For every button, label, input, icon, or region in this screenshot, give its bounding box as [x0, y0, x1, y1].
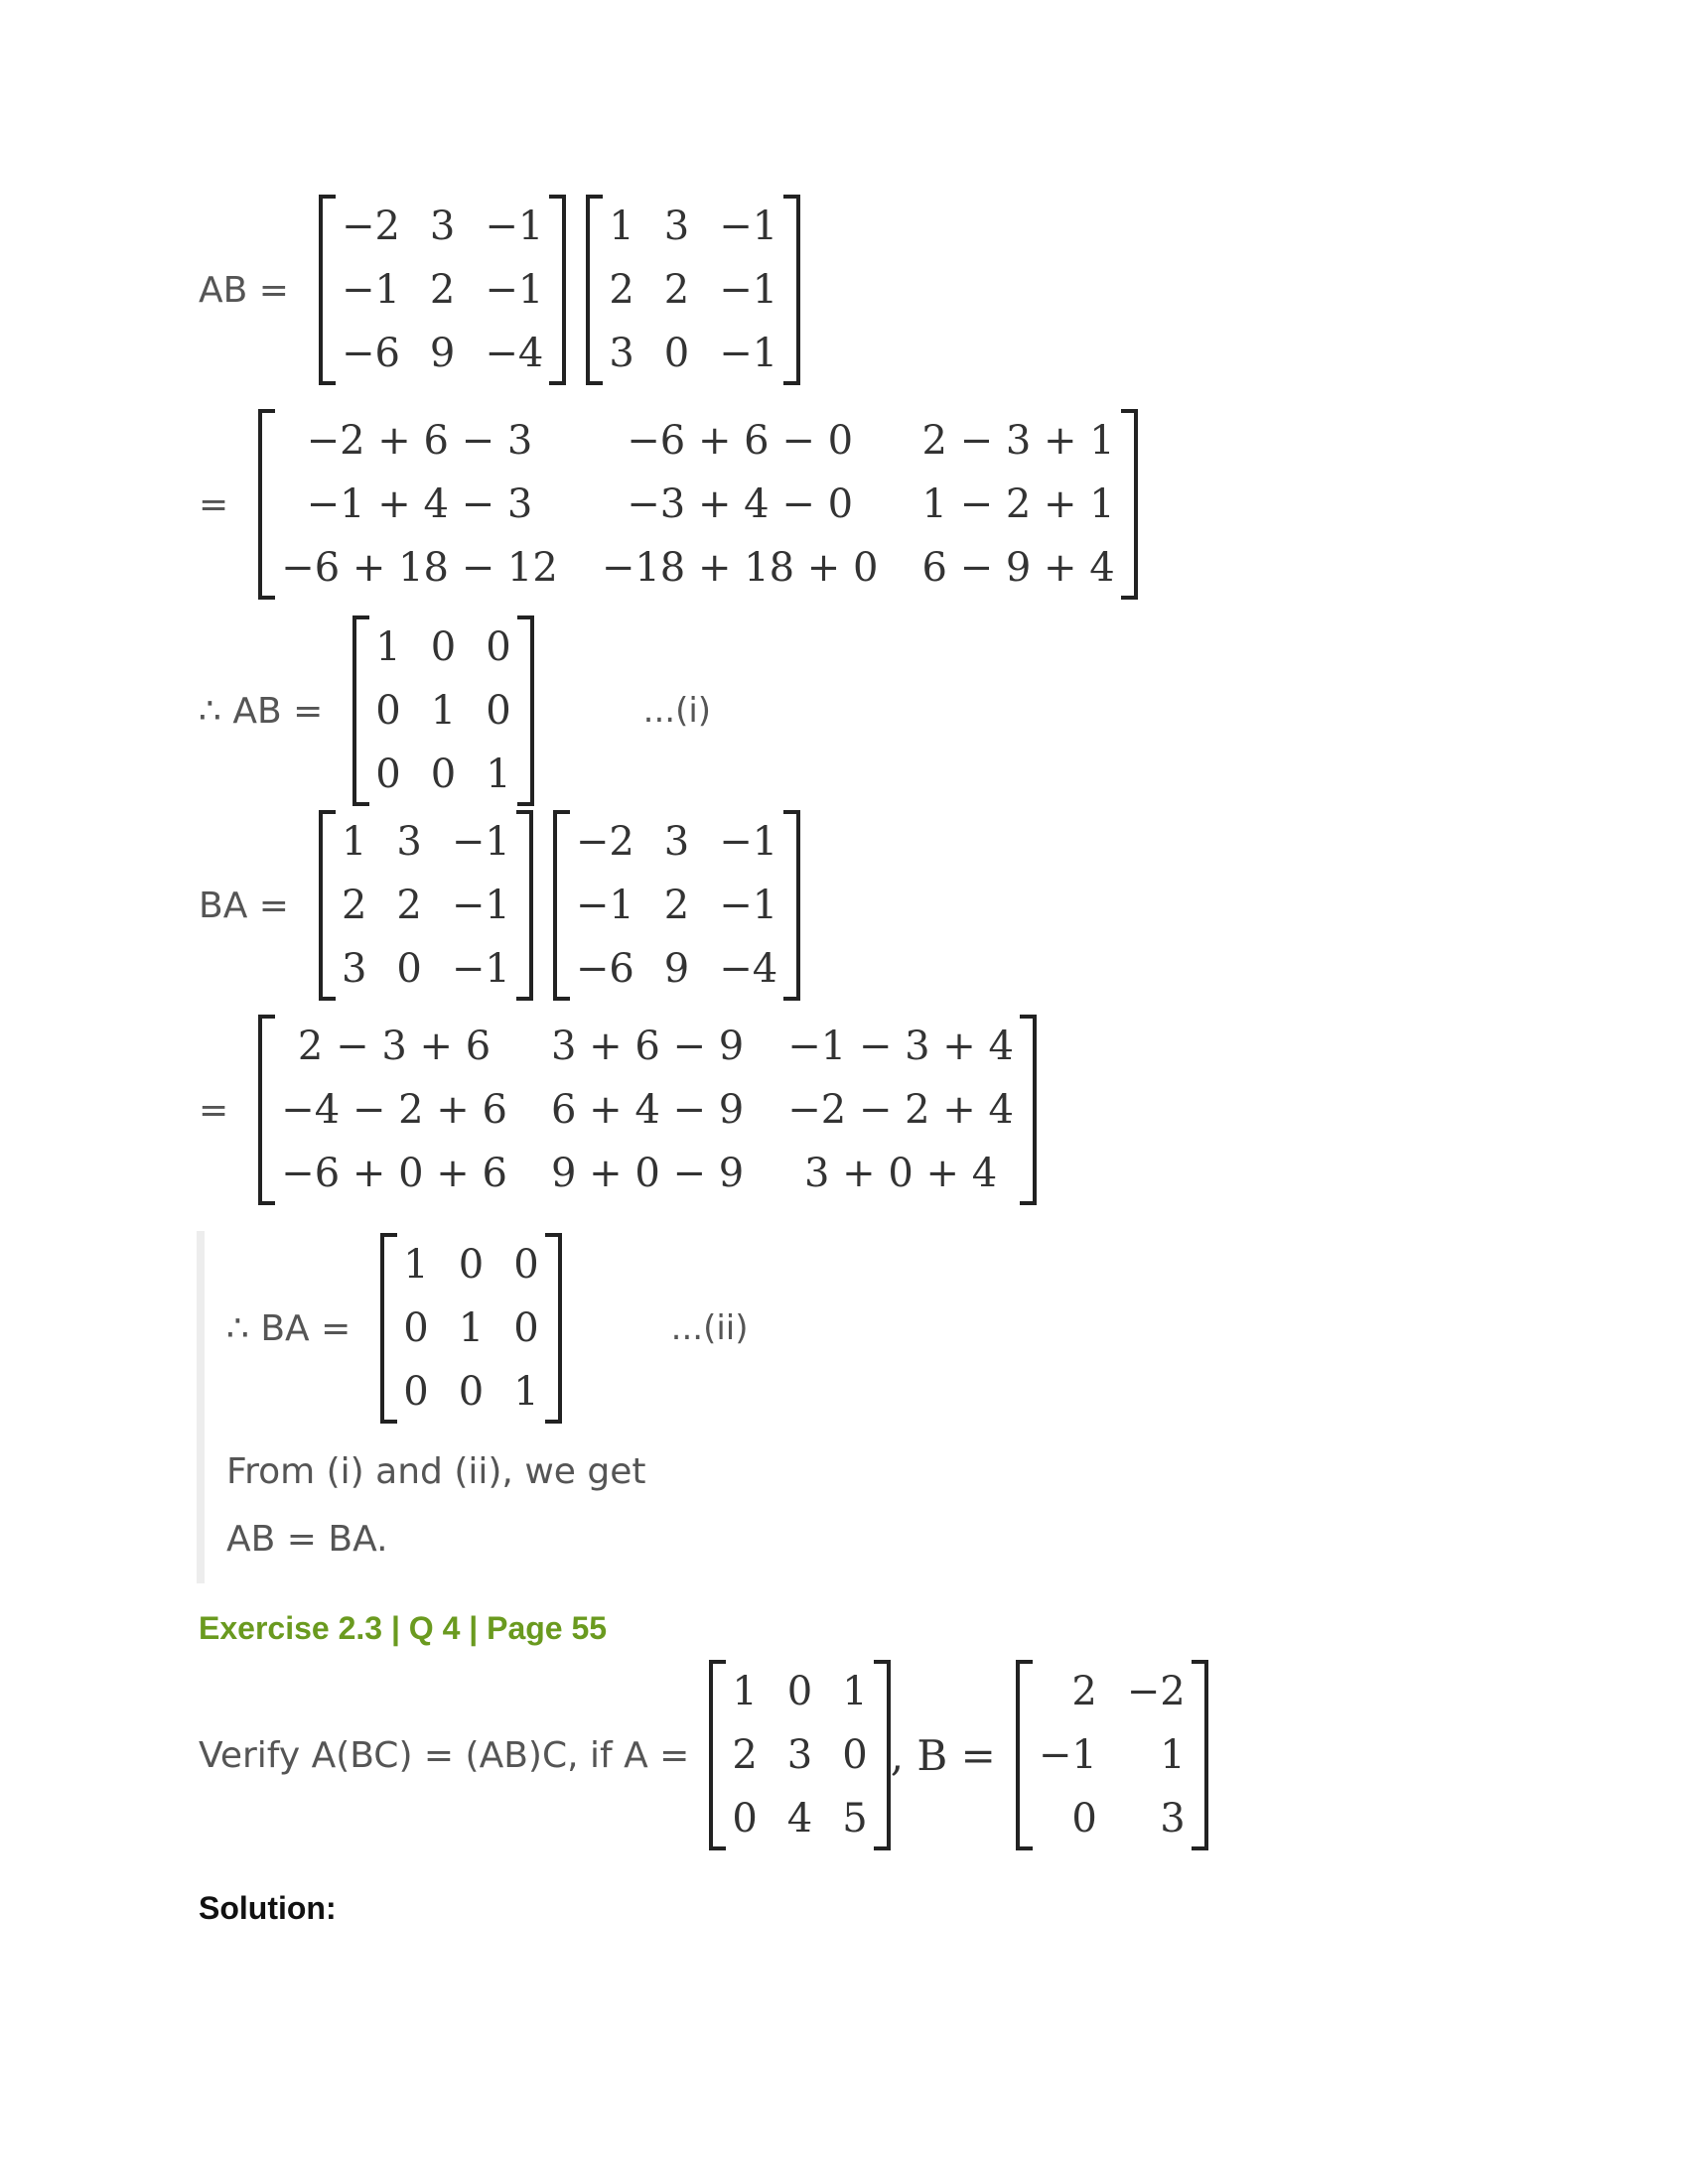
matrix-cell: 1 − 2 + 1 [921, 481, 1115, 527]
matrix-cell: −2 [1126, 1669, 1186, 1714]
matrix-left-bracket [380, 1233, 397, 1424]
matrix-cell: 1 [375, 624, 401, 670]
matrix-left-bracket [553, 810, 570, 1001]
matrix-cell: 3 [609, 331, 634, 376]
matrix-cell: 9 [429, 331, 456, 376]
matrix-cell: 0 [458, 1242, 485, 1288]
matrix-cell: 0 [375, 688, 401, 734]
matrix-left-bracket [319, 810, 336, 1001]
matrix-cell: 2 [609, 267, 634, 313]
matrix-left-bracket [709, 1660, 726, 1850]
matrix [380, 1233, 561, 1424]
matrix-cell: 1 [732, 1669, 758, 1714]
matrix-cell: 1 [1160, 1732, 1186, 1778]
matrix-cell: 0 [513, 1305, 539, 1351]
matrix-cell: 0 [396, 946, 422, 992]
matrix-cell: −1 [485, 267, 544, 313]
matrix-cell: 0 [786, 1669, 813, 1714]
matrix-right-bracket [874, 1660, 891, 1850]
matrix-cell: −1 [719, 883, 778, 928]
question-prefix: Verify A(BC) = (AB)C, if A = [199, 1734, 690, 1776]
matrix-cell: 4 [786, 1796, 813, 1842]
question-row [199, 1660, 1208, 1850]
matrix-cell: −1 [451, 946, 510, 992]
matrix-cell: 0 [842, 1732, 868, 1778]
matrix-cell: −1 [341, 267, 400, 313]
matrix-right-bracket [1020, 1015, 1037, 1205]
matrix-cell: −1 − 3 + 4 [787, 1024, 1014, 1069]
matrix-cell: 6 + 4 − 9 [550, 1087, 745, 1133]
matrix-cell: 2 [663, 883, 690, 928]
quote-bar [197, 1231, 205, 1583]
b-equals-label: , B = [890, 1730, 996, 1780]
matrix-cell: 1 [341, 819, 367, 865]
matrix-cell: 0 [458, 1369, 485, 1415]
matrix-cell: −4 [719, 946, 778, 992]
matrix-cell: 0 [486, 624, 511, 670]
matrix-cell: 0 [375, 751, 401, 797]
matrix-cell: 3 [396, 819, 422, 865]
matrix [319, 195, 566, 385]
conclusion-line-2: AB = BA. [226, 1519, 388, 1560]
matrix-cell: −6 + 18 − 12 [281, 545, 558, 591]
matrix-right-bracket [1192, 1660, 1208, 1850]
matrix-left-bracket [1016, 1660, 1033, 1850]
matrix-cell: 1 [486, 751, 511, 797]
matrix-cell: −4 − 2 + 6 [281, 1087, 507, 1133]
matrix [258, 409, 1138, 600]
matrix-cell: 1 [430, 688, 457, 734]
matrix-left-bracket [586, 195, 603, 385]
matrix-cell: 6 − 9 + 4 [921, 545, 1115, 591]
exercise-heading: Exercise 2.3 | Q 4 | Page 55 [199, 1610, 608, 1646]
matrix [1016, 1660, 1208, 1850]
matrix-cell: 3 [429, 204, 456, 249]
matrix-cell: 0 [513, 1242, 539, 1288]
matrix-cell: −1 [485, 204, 544, 249]
matrix-cell: −1 [451, 819, 510, 865]
ab-label: AB = [199, 269, 289, 311]
therefore-ab-label: ∴ AB = [199, 690, 324, 732]
matrix-cell: 0 [403, 1369, 429, 1415]
matrix-cell: −1 [451, 883, 510, 928]
matrix-left-bracket [352, 615, 369, 806]
matrix-cell: 9 [663, 946, 690, 992]
matrix-cell: −6 + 6 − 0 [627, 418, 854, 464]
conclusion-line-1: From (i) and (ii), we get [226, 1451, 646, 1492]
matrix-right-bracket [783, 195, 800, 385]
equals-label: = [199, 1089, 229, 1131]
matrix-cell: 0 [732, 1796, 758, 1842]
matrix-cell: 2 [429, 267, 456, 313]
matrix-cell: 2 [663, 267, 690, 313]
matrix-left-bracket [319, 195, 336, 385]
matrix-cell: 2 − 3 + 6 [297, 1024, 492, 1069]
matrix [258, 1015, 1037, 1205]
matrix [709, 1660, 890, 1850]
equals-label: = [199, 483, 229, 525]
matrix [553, 810, 800, 1001]
ab-expansion-row [199, 409, 1138, 600]
matrix-cell: −6 + 0 + 6 [281, 1151, 507, 1196]
matrix-right-bracket [549, 195, 566, 385]
ba-expansion-row [199, 1015, 1037, 1205]
matrix [319, 810, 533, 1001]
therefore-ba-label: ∴ BA = [226, 1307, 352, 1349]
solution-label: Solution: [199, 1890, 337, 1926]
matrix-cell: −1 [719, 267, 778, 313]
matrix-left-bracket [258, 1015, 275, 1205]
matrix-cell: −2 [575, 819, 634, 865]
ba-result-row [226, 1233, 749, 1424]
matrix-left-bracket [258, 409, 275, 600]
matrix-right-bracket [783, 810, 800, 1001]
equation-tag-ii: ...(ii) [670, 1308, 749, 1348]
matrix-cell: −1 [1038, 1732, 1097, 1778]
matrix-cell: 0 [663, 331, 690, 376]
matrix-cell: 2 [341, 883, 367, 928]
ba-label: BA = [199, 885, 289, 926]
matrix-cell: −6 [575, 946, 634, 992]
matrix-cell: 3 + 6 − 9 [550, 1024, 745, 1069]
ab-result-row [199, 615, 711, 806]
matrix-cell: 5 [842, 1796, 868, 1842]
matrix-right-bracket [1121, 409, 1138, 600]
matrix-cell: 2 [732, 1732, 758, 1778]
matrix-right-bracket [516, 810, 533, 1001]
matrix-cell: −1 + 4 − 3 [306, 481, 533, 527]
matrix-cell: −2 − 2 + 4 [787, 1087, 1014, 1133]
matrix-cell: 1 [513, 1369, 539, 1415]
matrix-cell: 0 [1071, 1796, 1097, 1842]
matrix-cell: −2 [341, 204, 400, 249]
matrix-cell: 3 [663, 204, 690, 249]
matrix-cell: 1 [609, 204, 634, 249]
matrix-cell: 0 [430, 624, 457, 670]
matrix-cell: 3 [786, 1732, 813, 1778]
matrix-cell: −3 + 4 − 0 [627, 481, 854, 527]
matrix-cell: −1 [719, 204, 778, 249]
matrix-cell: 3 + 0 + 4 [803, 1151, 998, 1196]
matrix-right-bracket [517, 615, 534, 806]
matrix-cell: 2 − 3 + 1 [921, 418, 1115, 464]
matrix-cell: 0 [403, 1305, 429, 1351]
matrix-cell: 3 [1160, 1796, 1186, 1842]
matrix-right-bracket [545, 1233, 562, 1424]
matrix [586, 195, 800, 385]
matrix-cell: 3 [663, 819, 690, 865]
matrix-cell: −1 [575, 883, 634, 928]
matrix-cell: 2 [396, 883, 422, 928]
matrix-cell: 3 [341, 946, 367, 992]
ba-product-row [199, 810, 800, 1001]
matrix-cell: 9 + 0 − 9 [550, 1151, 745, 1196]
matrix-cell: 1 [403, 1242, 429, 1288]
matrix-cell: −4 [485, 331, 544, 376]
equation-tag-i: ...(i) [642, 691, 712, 731]
matrix-cell: −6 [341, 331, 400, 376]
matrix-cell: 1 [458, 1305, 485, 1351]
matrix-cell: 0 [486, 688, 511, 734]
matrix-cell: −18 + 18 + 0 [601, 545, 879, 591]
ab-product-row [199, 195, 800, 385]
matrix-cell: 1 [842, 1669, 868, 1714]
matrix-cell: 2 [1071, 1669, 1097, 1714]
matrix-cell: 0 [430, 751, 457, 797]
matrix-cell: −2 + 6 − 3 [306, 418, 533, 464]
matrix-cell: −1 [719, 819, 778, 865]
matrix [352, 615, 533, 806]
matrix-cell: −1 [719, 331, 778, 376]
